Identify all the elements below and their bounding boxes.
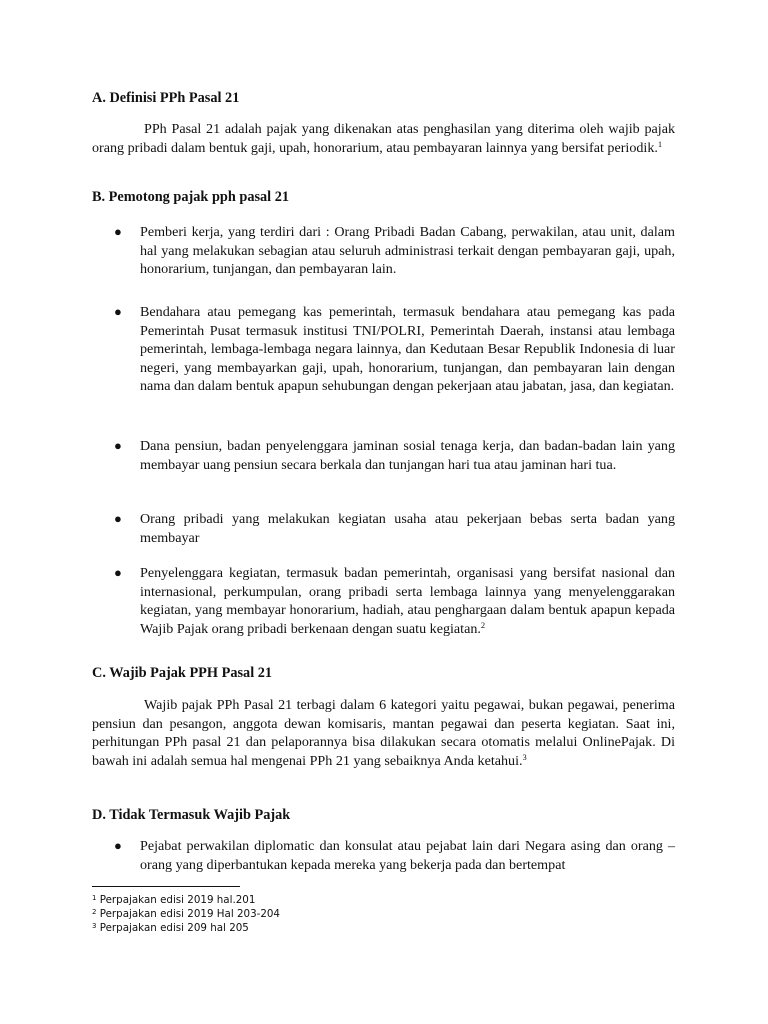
list-item-text bbox=[140, 564, 675, 638]
section-a-paragraph bbox=[92, 120, 675, 157]
bullet-icon: ● bbox=[114, 565, 122, 580]
footnote-ref-1: 1 bbox=[657, 138, 663, 149]
footnote-ref-2: 2 bbox=[480, 619, 486, 630]
bullet-icon: ● bbox=[114, 304, 122, 319]
footnote-number: 2 bbox=[92, 908, 97, 916]
footnote-number: 1 bbox=[92, 894, 97, 902]
bullet-icon: ● bbox=[114, 511, 122, 526]
list-item bbox=[92, 564, 675, 638]
section-c-paragraph bbox=[92, 696, 675, 770]
bullet-icon: ● bbox=[114, 438, 122, 453]
list-item-text: Bendahara atau pemegang kas pemerintah, termasuk bendahara atau pemegang kas pada Pemerintah Pusat termasuk institusi TNI/POLRI, Pemerintah Daerah, instansi atau lembaga pemerintah, lembaga-lembaga negara lainnya, dan Kedutaan Besar Republik Indonesia di luar negeri, yang membayarkan gaji, upah, honorarium, tunjangan, dan pembayaran lain dengan nama dan dalam bentuk apapun sehubungan dengan pekerjaan atau jabatan, jasa, dan kegiatan. bbox=[140, 304, 675, 395]
footnote-2 bbox=[92, 908, 280, 921]
section-a-text: PPh Pasal 21 adalah pajak yang dikenakan atas penghasilan yang diterima oleh wajib pajak orang pribadi dalam bentuk gaji, upah, honorarium, atau pembayaran lainnya yang bersifat periodik. bbox=[92, 121, 675, 156]
section-d-heading: D. Tidak Termasuk Wajib Pajak bbox=[92, 807, 291, 823]
footnote-ref-3: 3 bbox=[522, 751, 527, 762]
footnote-number: 3 bbox=[92, 922, 97, 930]
list-item bbox=[92, 223, 675, 279]
section-c-text: Wajib pajak PPh Pasal 21 terbagi dalam 6 kategori yaitu pegawai, bukan pegawai, penerima pensiun dan pesangon, anggota dewan komisaris, mantan pegawai dan peserta kegiatan. Saat ini, perhitungan PPh pasal 21 dan pelaporannya bisa dilakukan secara otomatis melalui OnlinePajak. Di bawah ini adalah semua hal mengenai PPh 21 yang sebaiknya Anda ketahui. bbox=[92, 697, 675, 769]
footnote-1 bbox=[92, 894, 255, 907]
list-item bbox=[92, 437, 675, 474]
footnote-separator bbox=[92, 886, 240, 887]
list-item-body: Penyelenggara kegiatan, termasuk badan pemerintah, organisasi yang bersifat nasional dan internasional, perkumpulan, orang pribadi serta lembaga lainnya yang menyelenggarakan kegiatan, yang membayar honorarium, hadiah, atau penghargaan dalam bentuk apapun kepada Wajib Pajak orang pribadi berkenaan dengan suatu kegiatan. bbox=[140, 565, 675, 637]
section-b-heading: B. Pemotong pajak pph pasal 21 bbox=[92, 189, 290, 205]
footnote-3 bbox=[92, 922, 249, 935]
bullet-icon: ● bbox=[114, 224, 122, 239]
bullet-icon: ● bbox=[114, 838, 122, 853]
list-item bbox=[92, 303, 675, 396]
footnote-text: Perpajakan edisi 2019 hal.201 bbox=[99, 894, 256, 906]
list-item-text: Pemberi kerja, yang terdiri dari : Orang Pribadi Badan Cabang, perwakilan, atau unit, dalam hal yang melakukan sebagian atau seluruh administrasi terkait dengan pembayaran gaji, upah, honorarium, tunjangan, dan pembayaran lain. bbox=[140, 224, 675, 278]
list-item-text: Dana pensiun, badan penyelenggara jaminan sosial tenaga kerja, dan badan-badan lain yang membayar uang pensiun secara berkala dan tunjangan hari tua atau jaminan hari tua. bbox=[140, 438, 675, 473]
section-a-heading: A. Definisi PPh Pasal 21 bbox=[92, 90, 240, 106]
list-item bbox=[92, 510, 675, 547]
footnote-text: Perpajakan edisi 209 hal 205 bbox=[99, 922, 249, 934]
section-c-heading: C. Wajib Pajak PPH Pasal 21 bbox=[92, 665, 273, 681]
list-item bbox=[92, 837, 675, 874]
list-item-text: Orang pribadi yang melakukan kegiatan usaha atau pekerjaan bebas serta badan yang membayar bbox=[140, 511, 675, 546]
list-item-text: Pejabat perwakilan diplomatic dan konsulat atau pejabat lain dari Negara asing dan orang – orang yang diperbantukan kepada mereka yang bekerja pada dan bertempat bbox=[140, 838, 675, 873]
footnote-text: Perpajakan edisi 2019 Hal 203-204 bbox=[99, 908, 280, 920]
